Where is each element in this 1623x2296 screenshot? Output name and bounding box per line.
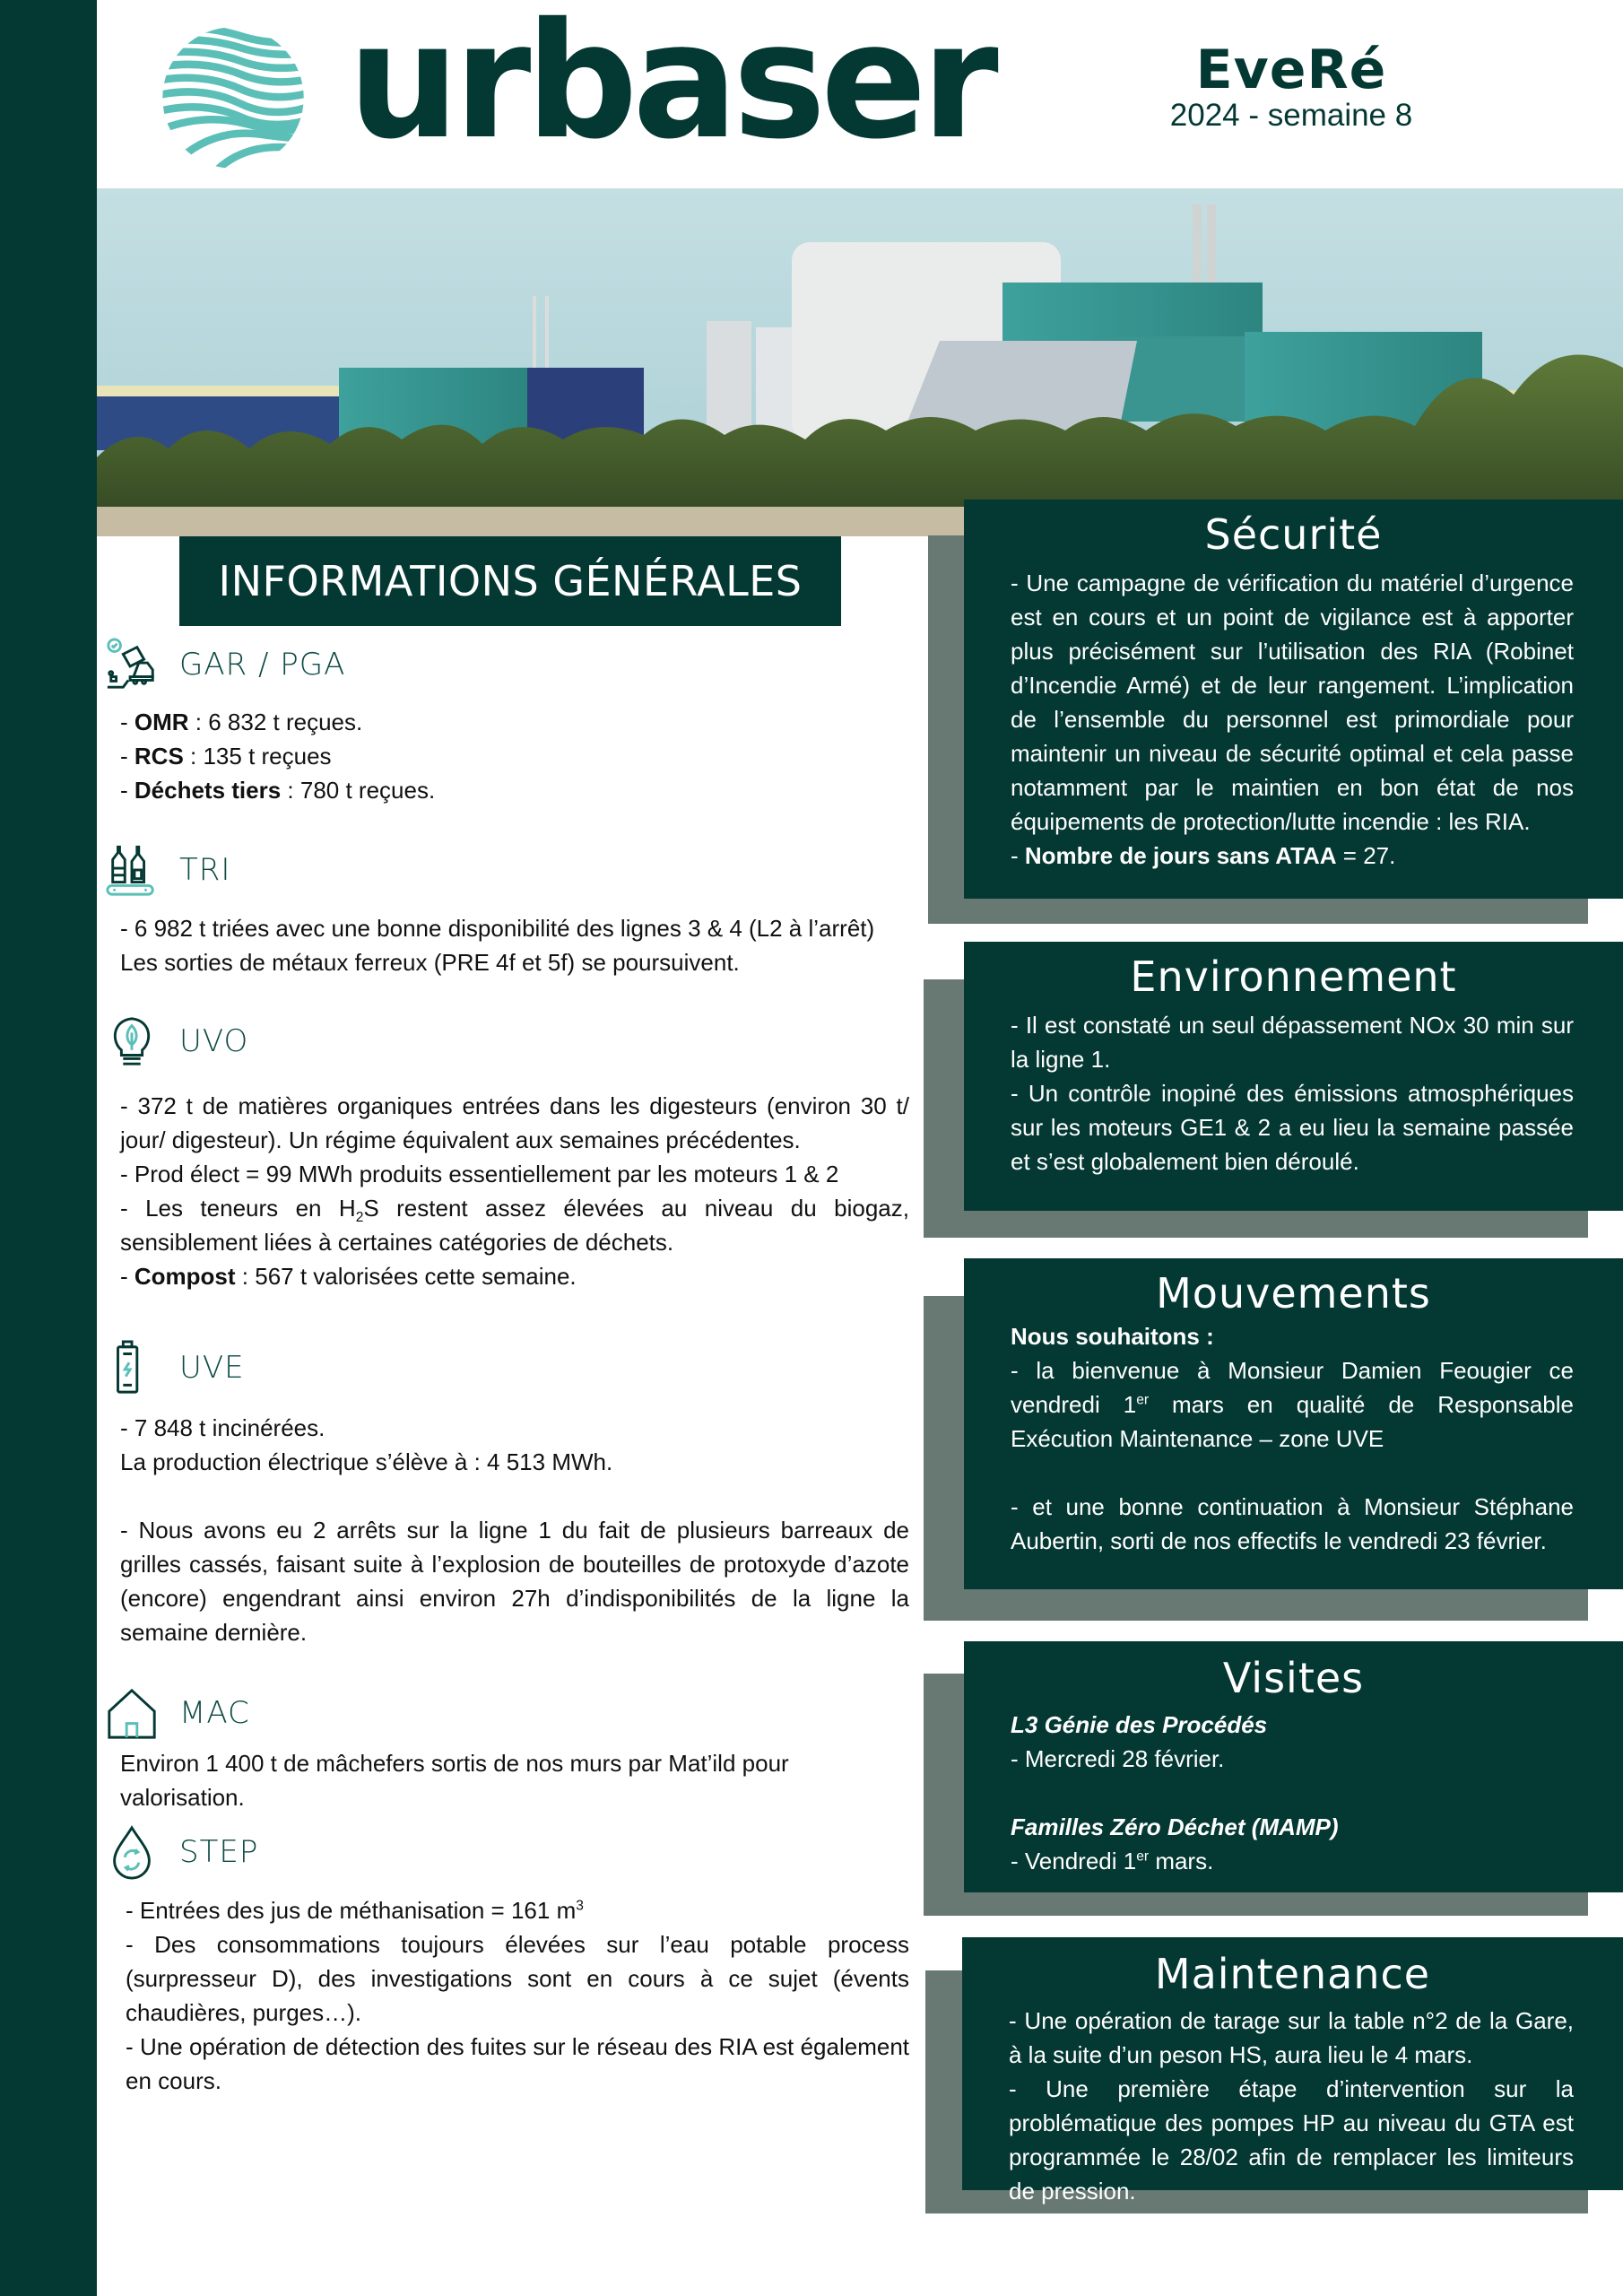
mouvements-box [964,1258,1623,1589]
section-body-tri [120,911,909,979]
mouvements-title: Mouvements [1156,1269,1431,1318]
gar-item-tiers: - Déchets tiers : 780 t reçues. [120,777,436,804]
environnement-body: - Il est constaté un seul dépassement NOx 30 min sur la ligne 1. - Un contrôle inopiné des émissions atmosphériques sur les moteurs GE1 & 2 a eu lieu la semaine passée et s’est globalement bien déroulé. [1011,1012,1574,1175]
battery-icon [100,1336,163,1399]
gar-item-omr: - OMR : 6 832 t reçues. [120,709,363,735]
section-title-uve: UVE [179,1350,245,1386]
step-juice: - Entrées des jus de méthanisation = 161 $m^3$ [126,1897,584,1924]
uve-incinerated: - 7 848 t incinérées. [120,1414,325,1441]
step-water: - Des consommations toujours élevées sur l’eau potable process (surpresseur D), des investigations sont en cours à ce sujet (évents chaudières, purges…). [126,1931,909,2026]
section-body-step [126,1893,909,2098]
mac-text: Environ 1 400 t de mâchefers sortis de nos murs par Mat’ild pour valorisation. [120,1750,789,1811]
maintenance-body: - Une opération de tarage sur la table n°2 de la Gare, à la suite d’un peson HS, aura lieu le 4 mars. - Une première étape d’intervention sur la problématique des pompes HP au niveau du GTA est programmée le 28/02 afin de remplacer les limiteurs de pression. [1009,2007,1574,2205]
section-header-uve [100,1336,245,1399]
section-header-uvo [100,1010,248,1073]
brand-wordmark: urbaser [348,0,994,174]
mouvements-body: Nous souhaitons : - la bienvenue à Monsieur Damien Feougier ce vendredi 1er mars en qualité de Responsable Exécution Maintenance – zone UVE - et une bonne continuation à Monsieur Stéphane Aubertin, sorti de nos effectifs le vendredi 23 février. [1011,1323,1575,1554]
securite-title: Sécurité [1204,510,1383,559]
environnement-title: Environnement [1130,952,1457,1001]
section-header-mac [100,1682,250,1744]
section-title-uvo: UVO [179,1023,249,1059]
uvo-h2s: - Les teneurs en $H_2S$ restent assez élevées au niveau du biogaz, sensiblement liées à certaines catégories de déchets. [120,1195,909,1256]
environnement-box [964,942,1623,1211]
edition-block [1112,39,1471,134]
visites-title: Visites [1222,1654,1365,1702]
uvo-organic: - 372 t de matières organiques entrées dans les digesteurs (environ 30 t/ jour/ digesteur). Un régime équivalent aux semaines précédentes. [120,1092,909,1153]
uve-production: La production électrique s’élève à : 4 513 MWh. [120,1448,613,1475]
uvo-compost: - Compost : 567 t valorisées cette semaine. [120,1263,577,1290]
tri-line: - 6 982 t triées avec une bonne disponibilité des lignes 3 & 4 (L2 à l’arrêt) [120,915,875,942]
left-accent-stripe [0,0,97,2296]
step-leaks: - Une opération de détection des fuites sur le réseau des RIA est également en cours. [126,2033,909,2094]
uve-incident: - Nous avons eu 2 arrêts sur la ligne 1 du fait de plusieurs barreaux de grilles cassés, faisant suite à l’explosion de bouteilles de protoxyde d’azote (encore) engendrant ainsi environ 27h d’indisponibilités de la ligne la semaine dernière. [120,1517,909,1646]
visites-body: L3 Génie des Procédés - Mercredi 28 février. Familles Zéro Déchet (MAMP) - Vendredi 1er mars. [1011,1711,1339,1874]
edition-title: EveRé [1195,39,1387,101]
tri-line: Les sorties de métaux ferreux (PRE 4f et 5f) se poursuivent. [120,949,740,976]
section-body-uve [120,1411,909,1649]
section-title-tri: TRI [179,852,231,888]
securite-body: - Une campagne de vérification du matériel d’urgence est en cours et un point de vigilance est à apporter plus précisément sur l’utilisation des RIA (Robinet d’Incendie Armé) et de leur rangement. L’implication de l’ensemble du personnel est primordiale pour maintenir un niveau de sécurité optimal et cela passe notamment par le maintien en bon état de nos équipements de protection/lutte incendie : les RIA. - Nombre de jours sans ATAA = 27. [1011,570,1574,869]
plant-photo [97,188,1623,536]
edition-subtitle: 2024 - semaine 8 [1169,98,1413,133]
garbage-truck-icon [100,633,163,696]
uvo-electricity: - Prod élect = 99 MWh produits essentiellement par les moteurs 1 & 2 [120,1161,839,1187]
section-header-gar [100,633,345,696]
section-header-tri [100,839,230,901]
gar-item-rcs: - RCS : 135 t reçues [120,743,332,770]
section-body-uvo [120,1089,909,1293]
general-info-banner: INFORMATIONS GÉNÉRALES [179,536,841,626]
visites-box [964,1641,1623,1892]
house-icon [100,1682,163,1744]
wave-globe-icon [160,24,307,166]
bottles-conveyor-icon [100,839,163,901]
section-body-mac [120,1746,909,1814]
maintenance-title: Maintenance [1154,1950,1431,1998]
securite-box [964,500,1623,899]
water-drop-recycle-icon [100,1821,163,1883]
section-title-gar: GAR / PGA [179,647,346,683]
section-title-mac: MAC [179,1695,250,1731]
lightbulb-leaf-icon [100,1010,163,1073]
section-header-step [100,1821,258,1883]
section-title-step: STEP [179,1834,259,1870]
section-body-gar [120,705,909,807]
maintenance-box [962,1937,1623,2205]
